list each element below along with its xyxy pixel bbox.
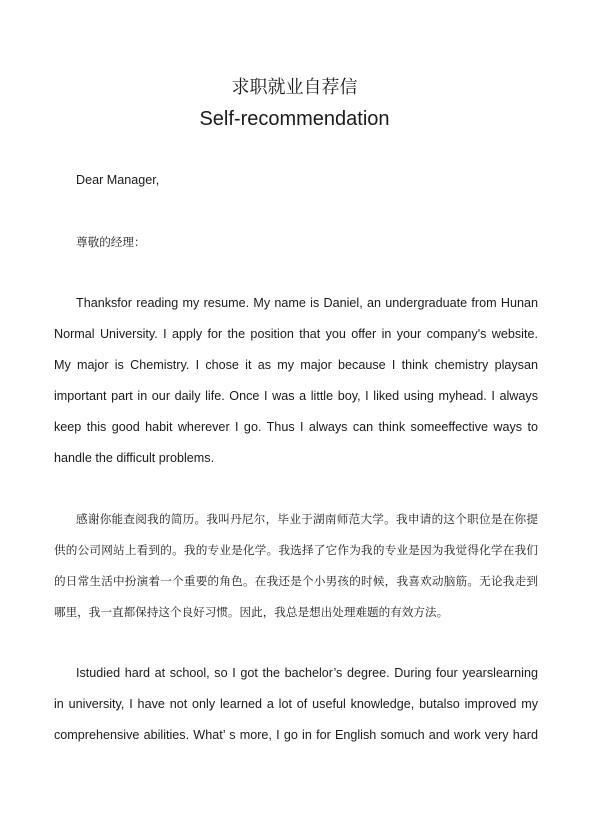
- paragraph-2-line: 哪里，我一直都保持这个良好习惯。因此，我总是想出处理难题的有效方法。: [54, 605, 449, 619]
- paragraph-1-line: My major is Chemistry. I chose it as my major because I think chemistry playsan: [54, 358, 538, 372]
- paragraph-3-line: comprehensive abilities. What’ s more, I go in for English somuch and work very hard: [54, 728, 538, 742]
- paragraph-1-line: Thanksfor reading my resume. My name is Daniel, an undergraduate from Hunan: [76, 296, 538, 310]
- paragraph-3-line: Istudied hard at school, so I got the bachelor’s degree. During four yearslearning: [76, 666, 538, 680]
- salutation-english: Dear Manager,: [76, 173, 160, 187]
- paragraph-1-line: important part in our daily life. Once I was a little boy, I liked using myhead. I always: [54, 389, 538, 403]
- document-title-english: Self-recommendation: [199, 108, 390, 130]
- paragraph-3-line: in university, I have not only learned a lot of useful knowledge, butalso improved my: [54, 697, 538, 711]
- paragraph-1-line: handle the difficult problems.: [54, 451, 215, 465]
- paragraph-1-line: keep this good habit wherever I go. Thus I always can think someeffective ways to: [54, 420, 538, 434]
- document-title-chinese: 求职就业自荐信: [231, 77, 358, 98]
- paragraph-1-line: Normal University. I apply for the position that you offer in your company's website.: [54, 327, 538, 341]
- paragraph-2-line: 感谢你能查阅我的简历。我叫丹尼尔，毕业于湖南师范大学。我申请的这个职位是在你提: [76, 512, 538, 526]
- salutation-chinese: 尊敬的经理：: [76, 235, 146, 249]
- paragraph-2-line: 供的公司网站上看到的。我的专业是化学。我选择了它作为我的专业是因为我觉得化学在我们: [54, 543, 538, 557]
- paragraph-2-line: 的日常生活中扮演着一个重要的角色。在我还是个小男孩的时候，我喜欢动脑筋。无论我走到: [54, 574, 538, 588]
